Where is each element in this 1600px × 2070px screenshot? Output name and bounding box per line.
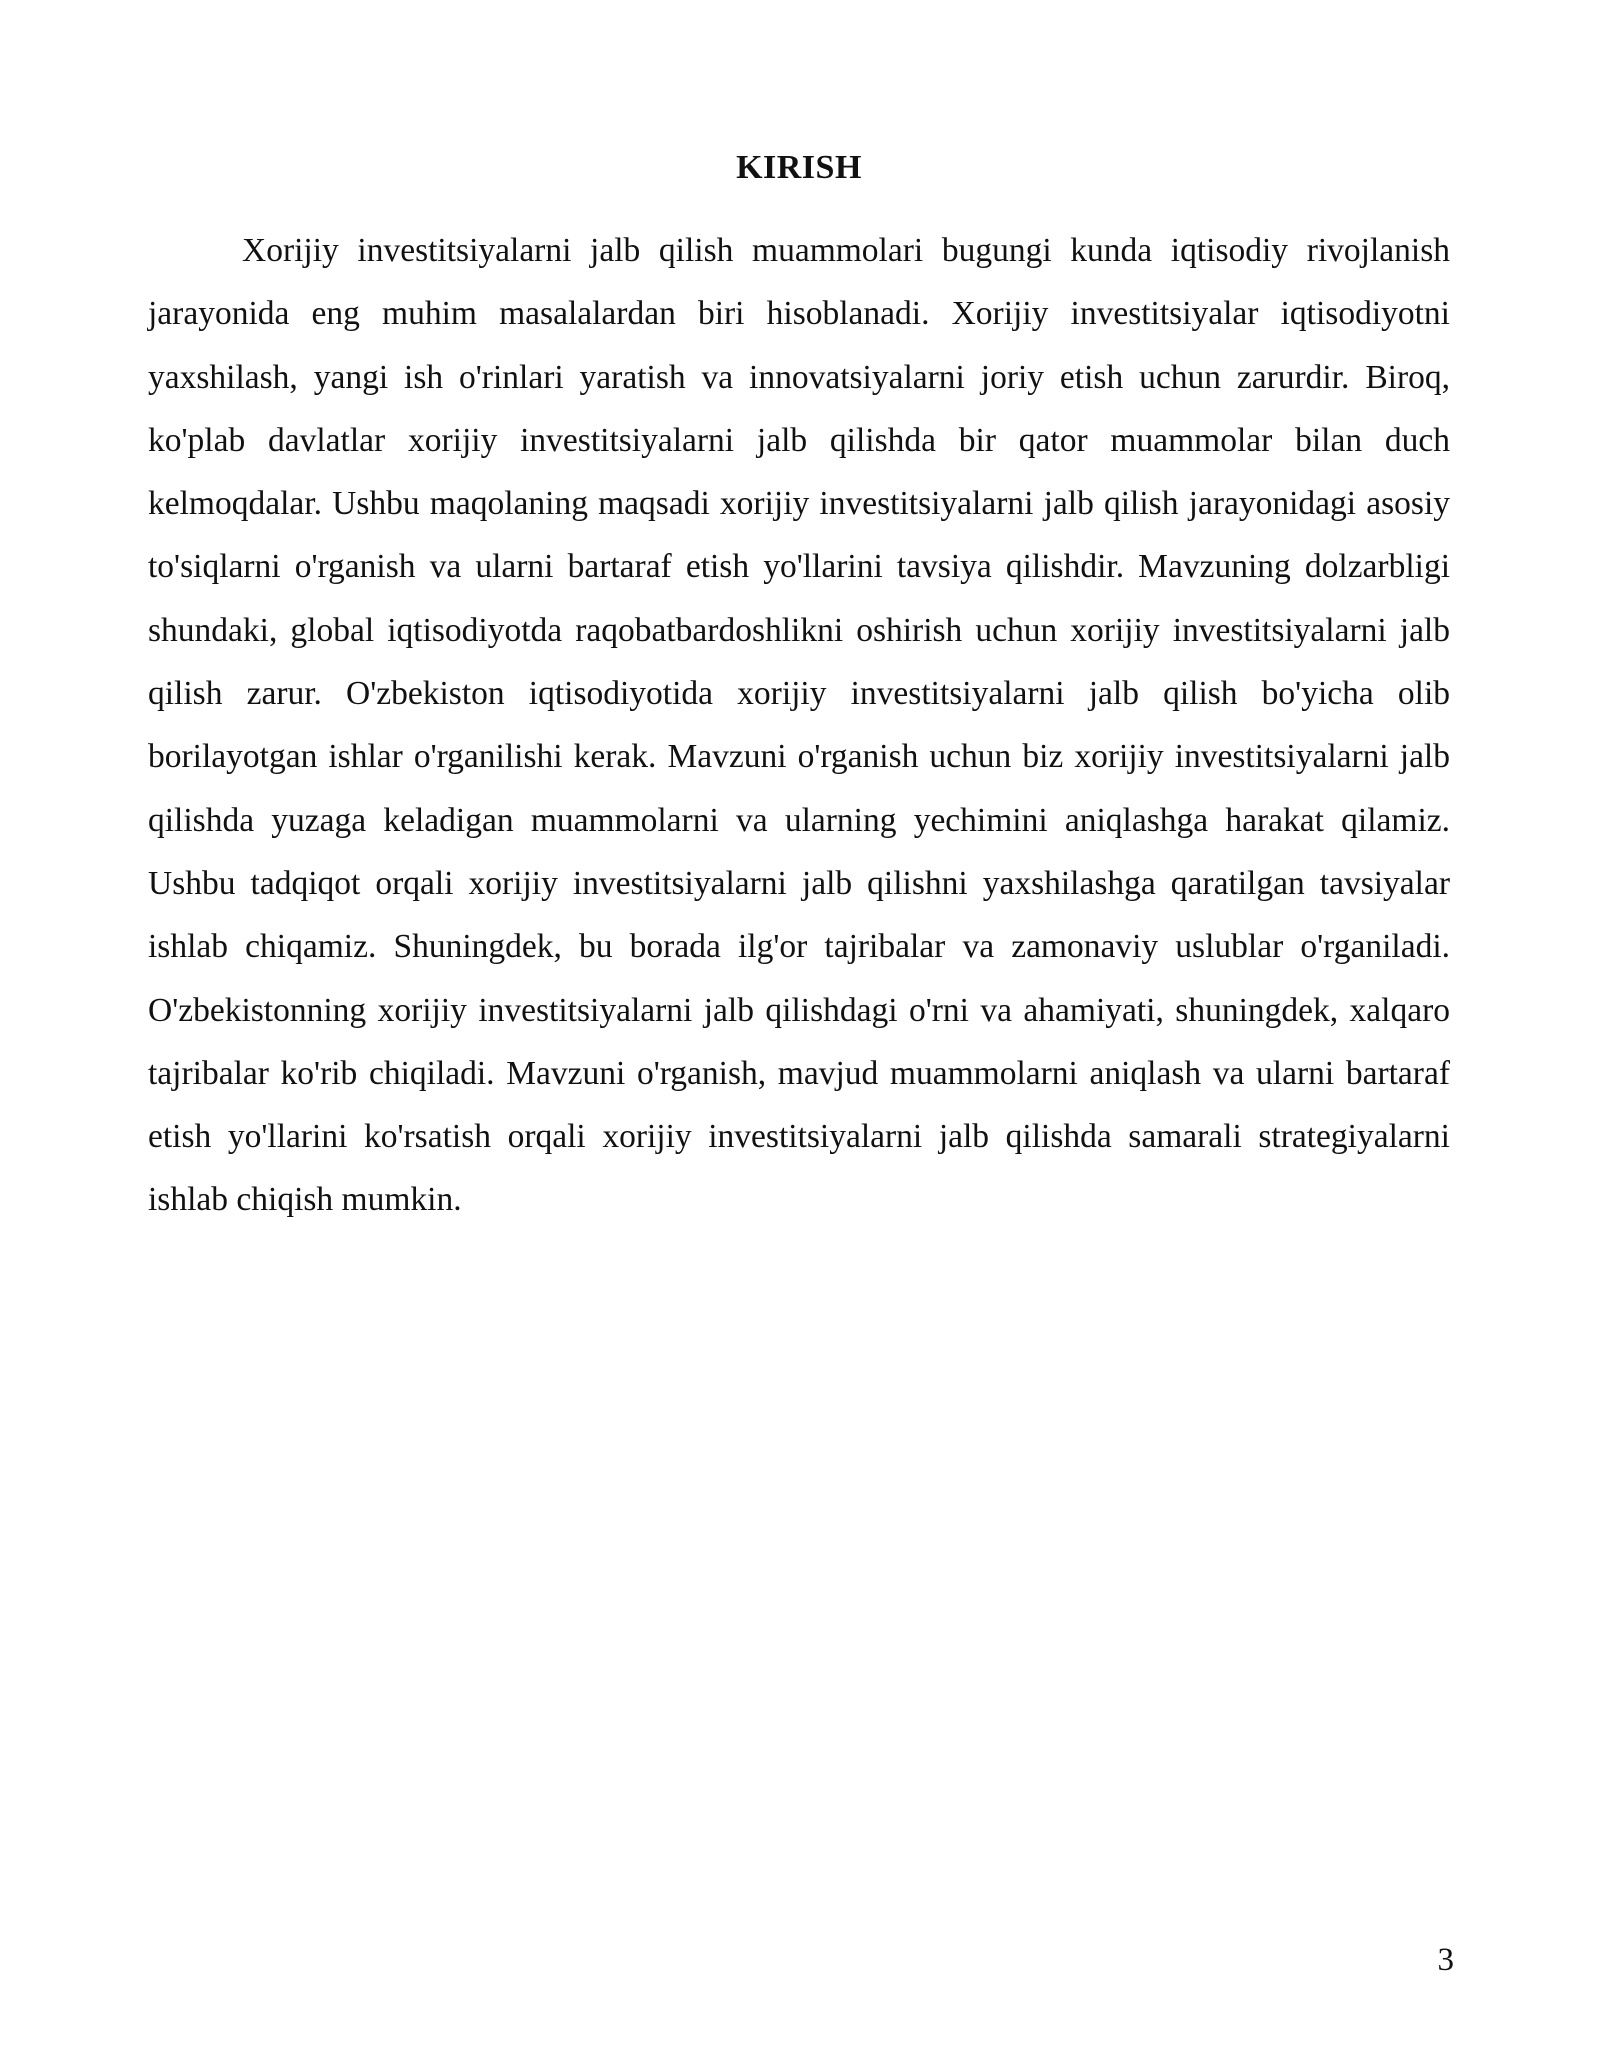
- section-heading: KIRISH: [736, 149, 862, 186]
- body-paragraph: Xorijiy investitsiyalarni jalb qilish muammolari bugungi kunda iqtisodiy rivojlanish jarayonida eng muhim masalalardan biri hisoblanadi. Xorijiy investitsiyalar iqtisodiyotni yaxshilash, yangi ish o'rinlari yaratish va innovatsiyalarni joriy etish uchun zarurdir. Biroq, ko'plab davlatlar xorijiy investitsiyalarni jalb qilishda bir qator muammolar bilan duch kelmoqdalar. Ushbu maqolaning maqsadi xorijiy investitsiyalarni jalb qilish jarayonidagi asosiy to'siqlarni o'rganish va ularni bartaraf etish yo'llarini tavsiya qilishdir. Mavzuning dolzarbligi shundaki, global iqtisodiyotda raqobatbardoshlikni oshirish uchun xorijiy investitsiyalarni jalb qilish zarur. O'zbekiston iqtisodiyotida xorijiy investitsiyalarni jalb qilish bo'yicha olib borilayotgan ishlar o'rganilishi kerak. Mavzuni o'rganish uchun biz xorijiy investitsiyalarni jalb qilishda yuzaga keladigan muammolarni va ularning yechimini aniqlashga harakat qilamiz. Ushbu tadqiqot orqali xorijiy investitsiyalarni jalb qilishni yaxshilashga qaratilgan tavsiyalar ishlab chiqamiz. Shuningdek, bu borada ilg'or tajribalar va zamonaviy uslublar o'rganiladi. O'zbekistonning xorijiy investitsiyalarni jalb qilishdagi o'rni va ahamiyati, shuningdek, xalqaro tajribalar ko'rib chiqiladi. Mavzuni o'rganish, mavjud muammolarni aniqlash va ularni bartaraf etish yo'llarini ko'rsatish orqali xorijiy investitsiyalarni jalb qilishda samarali strategiyalarni ishlab chiqish mumkin.: [148, 232, 1450, 1219]
- page-number: 3: [1437, 1942, 1454, 1978]
